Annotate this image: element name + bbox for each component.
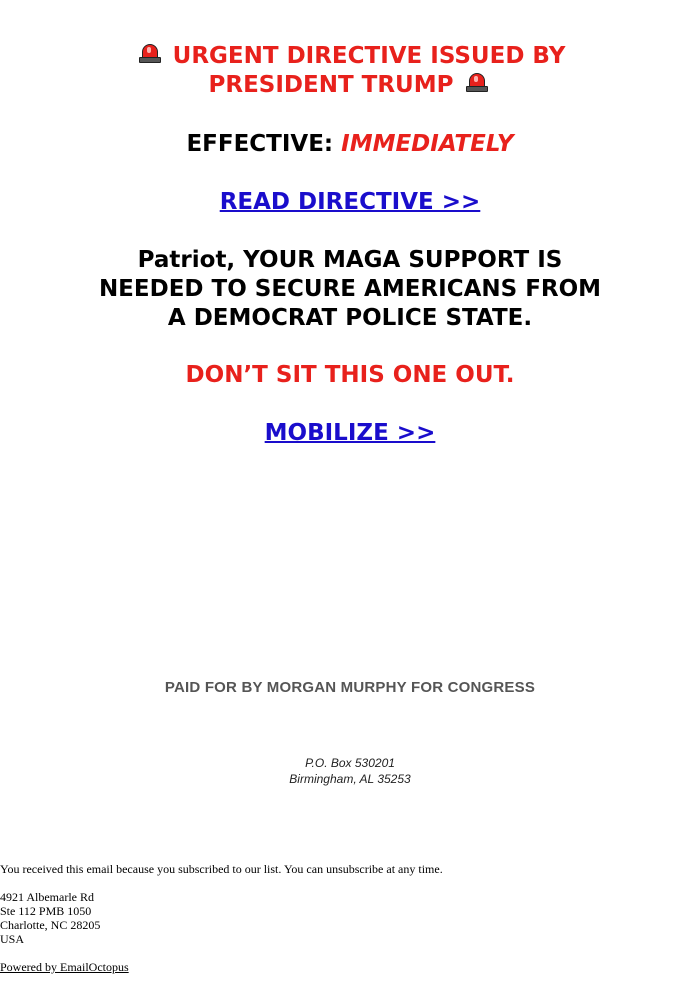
paid-for-disclaimer: PAID FOR BY MORGAN MURPHY FOR CONGRESS xyxy=(164,679,536,696)
headline-text-1: URGENT DIRECTIVE ISSUED BY xyxy=(172,43,566,69)
footer-address-line: Ste 112 PMB 1050 xyxy=(0,904,92,918)
footer-address-line: Charlotte, NC 28205 xyxy=(0,918,101,932)
email-footer xyxy=(0,862,443,974)
message-line-1: Patriot, YOUR MAGA SUPPORT IS xyxy=(137,247,563,273)
po-box-line-1: P.O. Box 530201 xyxy=(305,756,395,770)
urgent-headline xyxy=(0,42,700,100)
read-directive-cta xyxy=(0,188,700,217)
po-box-line-2: Birmingham, AL 35253 xyxy=(289,772,411,786)
effective-line xyxy=(0,130,700,159)
subscription-notice: You received this email because you subscribed to our list. You can unsubscribe at any time. xyxy=(0,862,443,876)
powered-by xyxy=(0,960,443,974)
mobilize-link[interactable]: MOBILIZE >> xyxy=(264,420,436,446)
mobilize-cta xyxy=(0,419,700,448)
message-line-3: A DEMOCRAT POLICE STATE. xyxy=(167,305,533,331)
patriot-message xyxy=(0,246,700,333)
dont-sit-out-text: DON’T SIT THIS ONE OUT. xyxy=(185,362,515,388)
headline-text-2: PRESIDENT TRUMP xyxy=(208,72,454,98)
effective-value: IMMEDIATELY xyxy=(341,131,514,157)
message-line-2: NEEDED TO SECURE AMERICANS FROM xyxy=(98,276,602,302)
powered-by-emailoctopus-link[interactable]: Powered by EmailOctopus xyxy=(0,960,129,974)
headline-line-2 xyxy=(0,71,700,100)
police-siren-icon xyxy=(139,44,161,64)
effective-label: EFFECTIVE: xyxy=(186,131,334,157)
footer-address-line: 4921 Albemarle Rd xyxy=(0,890,94,904)
footer-address-line: USA xyxy=(0,932,25,946)
footer-address xyxy=(0,890,443,946)
po-box-address xyxy=(0,755,700,787)
police-siren-icon xyxy=(466,73,488,93)
headline-line-1 xyxy=(0,42,700,71)
read-directive-link[interactable]: READ DIRECTIVE >> xyxy=(219,189,481,215)
